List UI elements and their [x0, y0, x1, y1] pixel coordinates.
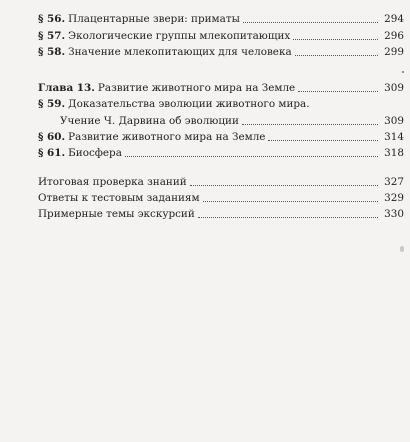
page-number: 296 [384, 30, 404, 42]
toc-entry-chapter-13 [38, 81, 404, 95]
toc-entry-section-57 [38, 29, 404, 43]
stray-mark [402, 71, 404, 73]
section-title: Плацентарные звери: приматы [68, 13, 240, 25]
section-number: § 59. [38, 98, 66, 110]
section-number: § 61. [38, 147, 66, 159]
page-number: 327 [384, 176, 404, 188]
paper-smudge [400, 246, 404, 252]
dot-leader [203, 200, 378, 202]
section-title: Доказательства эволюции животного мира. [68, 98, 310, 110]
entry-title: Примерные темы экскурсий [38, 208, 195, 220]
toc-entry-excursions [38, 207, 404, 221]
toc-entry-section-59-continued [60, 114, 404, 128]
dot-leader [298, 90, 378, 92]
page-number: 294 [384, 13, 404, 25]
page-number: 330 [384, 208, 404, 220]
entry-title: Ответы к тестовым заданиям [38, 192, 200, 204]
toc-entry-section-58 [38, 45, 404, 59]
chapter-number: Глава 13. [38, 82, 95, 94]
section-number: § 58. [38, 46, 66, 58]
section-title: Экологические группы млекопитающих [68, 30, 291, 42]
toc-entry-section-56 [38, 12, 404, 26]
dot-leader [268, 139, 378, 141]
section-number: § 57. [38, 30, 66, 42]
section-number: § 56. [38, 13, 66, 25]
toc-entry-section-61 [38, 146, 404, 160]
chapter-title: Развитие животного мира на Земле [97, 82, 296, 94]
dot-leader [190, 184, 378, 186]
toc-entry-section-59 [38, 97, 404, 111]
toc-entry-section-60 [38, 130, 404, 144]
dot-leader [198, 216, 378, 218]
entry-title: Итоговая проверка знаний [38, 176, 187, 188]
section-title: Биосфера [68, 147, 122, 159]
toc-entry-final-check [38, 175, 404, 189]
dot-leader [295, 54, 378, 56]
section-title-continued: Учение Ч. Дарвина об эволюции [60, 115, 239, 127]
dot-leader [293, 38, 378, 40]
page-number: 309 [384, 82, 404, 94]
page-number: 314 [384, 131, 404, 143]
section-number: § 60. [38, 131, 66, 143]
dot-leader [242, 123, 378, 125]
page-number: 299 [384, 46, 404, 58]
dot-leader [243, 21, 378, 23]
page-number: 309 [384, 115, 404, 127]
dot-leader [125, 155, 378, 157]
page-number: 318 [384, 147, 404, 159]
section-title: Развитие животного мира на Земле [68, 131, 266, 143]
section-title: Значение млекопитающих для человека [68, 46, 292, 58]
page-number: 329 [384, 192, 404, 204]
toc-entry-answers [38, 191, 404, 205]
